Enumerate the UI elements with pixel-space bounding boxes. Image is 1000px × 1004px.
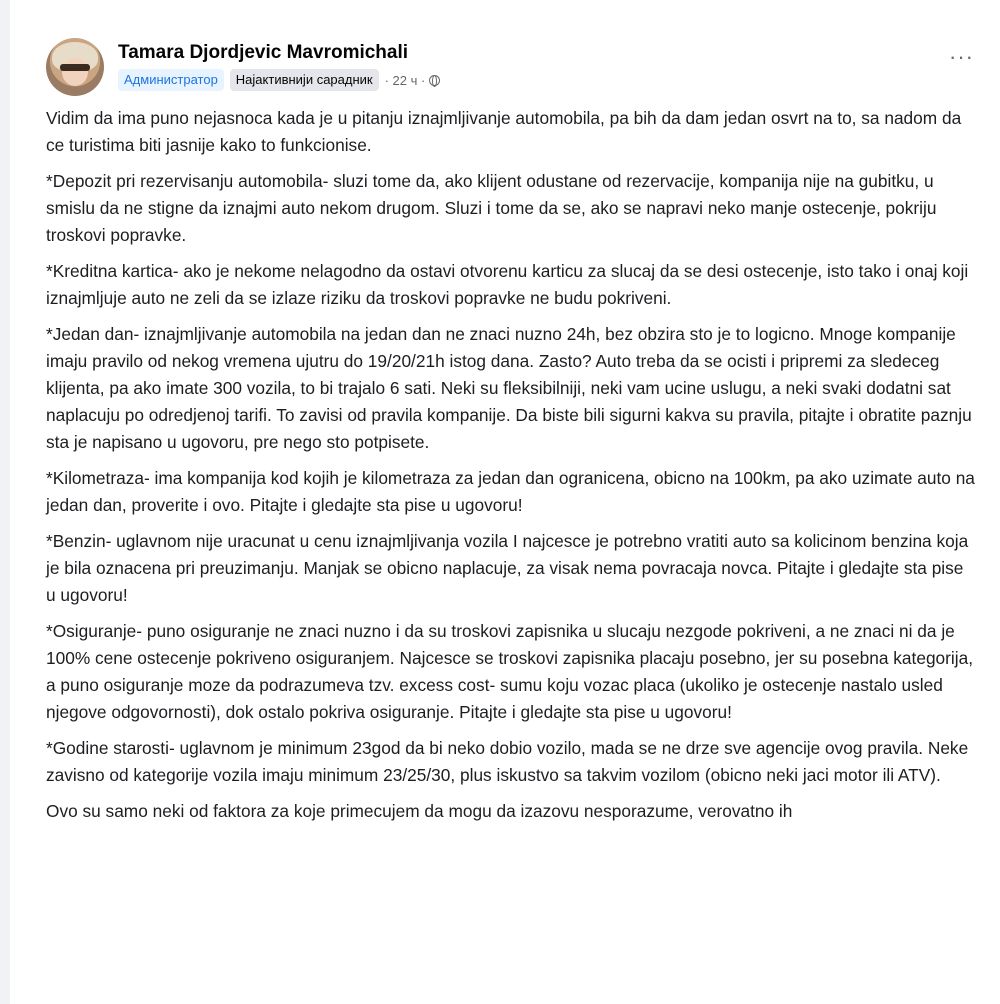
paragraph: *Kreditna kartica- ako je nekome nelagodno da ostavi otvorenu karticu za slucaj da se desi ostecenje, isto tako i onaj koji iznajmljuje auto ne zeli da se izlaze riziku da troskovi popravke ne budu pokriveni. (46, 261, 969, 308)
post-meta (118, 69, 440, 91)
author-name[interactable]: Tamara Djordjevic Mavromichali (118, 42, 409, 63)
top-contributor-badge[interactable]: Најактивнији сарадник (230, 69, 379, 91)
paragraph: *Osiguranje- puno osiguranje ne znaci nuzno i da su troskovi zapisnika u slucaju nezgode pokriveni, a ne znaci ni da je 100% cene ostecenje pokriveno osiguranjem. Najcesce se troskovi zapisnika placaju posebno, jer su posebna kategorija, a puno osiguranje moze da podrazumeva tzv. excess cost- sumu koju vozac placa (ukoliko je ostecenje nastalo usled njegove odgovornosti), dok ostalo pokriva osiguranje. Pitajte i gledajte sta pise u ugovoru! (46, 621, 974, 722)
post-time[interactable] (385, 73, 441, 88)
paragraph: *Jedan dan- iznajmljivanje automobila na jedan dan ne znaci nuzno 24h, bez obzira sto je to logicno. Mnoge kompanije imaju pravilo od nekog vremena ujutru do 19/20/21h istog dana. Zasto? Auto treba da se ocisti i pripremi za sledeceg klijenta, pa ako imate 300 vozila, to bi trajalo 6 sati. Neki su fleksibilniji, neki vam ucine uslugu, a neki svaki dodatni sat naplacuju po odredjenoj tarifi. To zavisi od pravila kompanije. Da biste bili sigurni kakva su pravila, pitajte i obratite paznju sta je napisano u ugovoru, pre nego sto potpisete. (46, 324, 972, 452)
timestamp[interactable]: · 22 ч · (384, 72, 426, 88)
post-body (46, 105, 976, 834)
paragraph: Ovo su samo neki od faktora za koje primecujem da mogu da izazovu nesporazume, verovatno ih (46, 801, 793, 821)
paragraph: Vidim da ima puno nejasnoca kada je u pitanju iznajmljivanje automobila, pa bih da dam jedan osvrt na to, sa nadom da ce turistima biti jasnije kako to funkcionise. (46, 108, 962, 155)
paragraph: *Godine starosti- uglavnom je minimum 23god da bi neko dobio vozilo, mada se ne drze sve agencije ovog pravila. Neke zavisno od kategorije vozila imaju minimum 23/25/30, plus iskustvo sa takvim vozilom (obicno neki jaci motor ili ATV). (46, 738, 969, 785)
admin-badge[interactable]: Администратор (118, 69, 224, 91)
paragraph: *Benzin- uglavnom nije uracunat u cenu iznajmljivanja vozila I najcesce je potrebno vratiti auto sa kolicinom benzina koja je bila oznacena pri preuzimanju. Manjak se obicno naplacuje, za visak nema povracaja novca. Pitajte i gledajte sta pise u ugovoru! (46, 531, 969, 605)
paragraph: *Kilometraza- ima kompanija kod kojih je kilometraza za jedan dan ogranicena, obicno na 100km, pa ako uzimate auto na jedan dan, proverite i ovo. Pitajte i gledajte sta pise u ugovoru! (46, 468, 975, 515)
post-card (10, 0, 1000, 1004)
globe-icon (429, 75, 440, 86)
post-header (46, 38, 980, 98)
paragraph: *Depozit pri rezervisanju automobila- sluzi tome da, ako klijent odustane od rezervacije, kompanija nije na gubitku, u smislu da ne stigne da iznajmi auto nekom drugom. Sluzi i tome da se, ako se napravi neko manje ostecenje, pokriju troskovi popravke. (46, 171, 937, 245)
more-options-icon[interactable]: ··· (949, 44, 974, 69)
avatar[interactable] (46, 38, 104, 96)
